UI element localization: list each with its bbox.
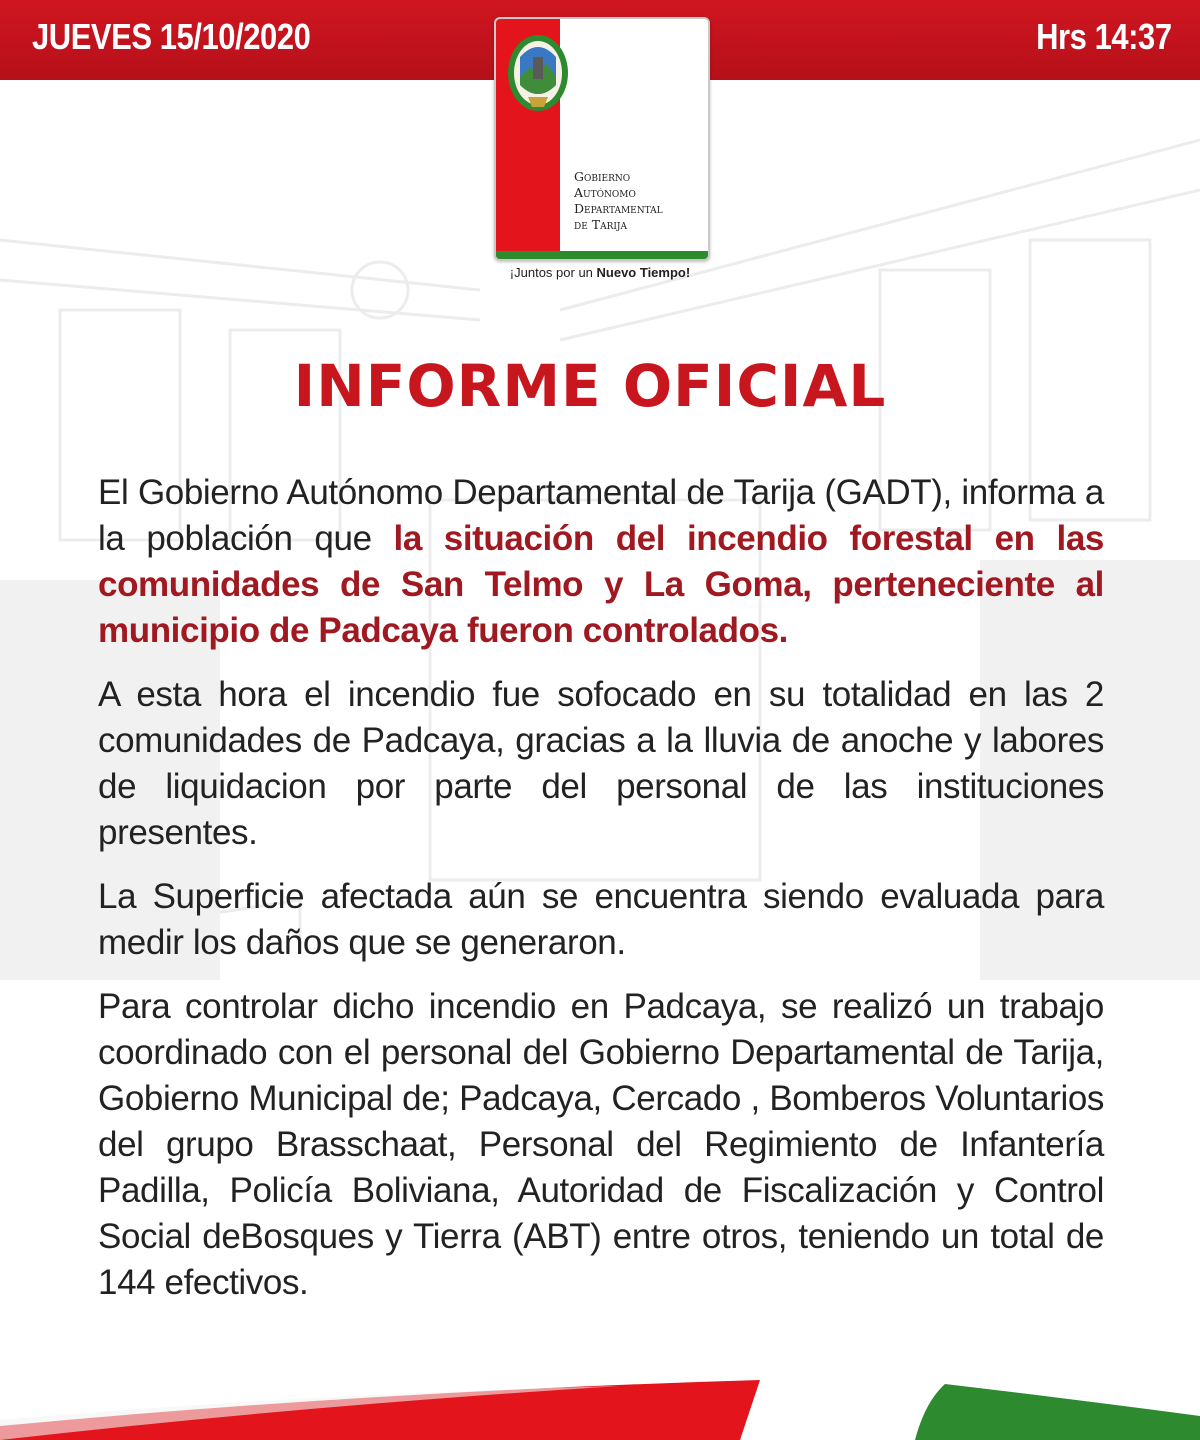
time-label: Hrs 14:37	[1036, 16, 1172, 57]
logo-name-line: Departamental	[574, 201, 663, 216]
slogan-prefix: ¡Juntos por un	[509, 265, 597, 280]
bottom-decoration	[0, 1380, 1200, 1440]
paragraph-4: Para controlar dicho incendio en Padcaya, se realizó un trabajo coordinado con el personal del Gobierno Departamental de Tarija, Gobierno Municipal de; Padcaya, Cercado , Bomberos Voluntarios del grupo Brasschaat, Personal del Regimiento de Infantería Padilla, Policía Boliviana, Autoridad de Fiscalización y Control Social deBosques y Tierra (ABT) entre otros, teniendo un total de 144 efectivos.	[98, 987, 1104, 1302]
logo-name-line: Autónomo	[574, 185, 636, 200]
coat-of-arms-icon	[500, 27, 576, 119]
paragraph-1	[98, 470, 1104, 654]
slogan-bold: Nuevo Tiempo!	[596, 265, 691, 280]
slogan	[490, 265, 710, 280]
date-label: JUEVES 15/10/2020	[32, 16, 311, 57]
logo-name-line: Gobierno	[574, 169, 631, 184]
paragraph-2: A esta hora el incendio fue sofocado en su totalidad en las 2 comunidades de Padcaya, gracias a la lluvia de anoche y labores de liquidacion por parte del personal de las instituciones presentes.	[98, 675, 1104, 852]
logo-government-name	[574, 169, 702, 233]
paragraph-1-intro: El Gobierno Autónomo Departamental de Tarija (GADT), informa a la población que	[98, 473, 1104, 558]
government-logo	[494, 17, 710, 261]
paragraph-3: La Superficie afectada aún se encuentra siendo evaluada para medir los daños que se generaron.	[98, 877, 1104, 962]
paragraph-1-highlight: la situación del incendio forestal en las comunidades de San Telmo y La Goma, perteneciente al municipio de Padcaya fueron controlados.	[98, 519, 1104, 650]
logo-green-stripe	[496, 251, 708, 259]
logo-name-line: de Tarija	[574, 217, 628, 232]
report-body	[98, 470, 1104, 1324]
page-title: INFORME OFICIAL	[293, 352, 887, 420]
